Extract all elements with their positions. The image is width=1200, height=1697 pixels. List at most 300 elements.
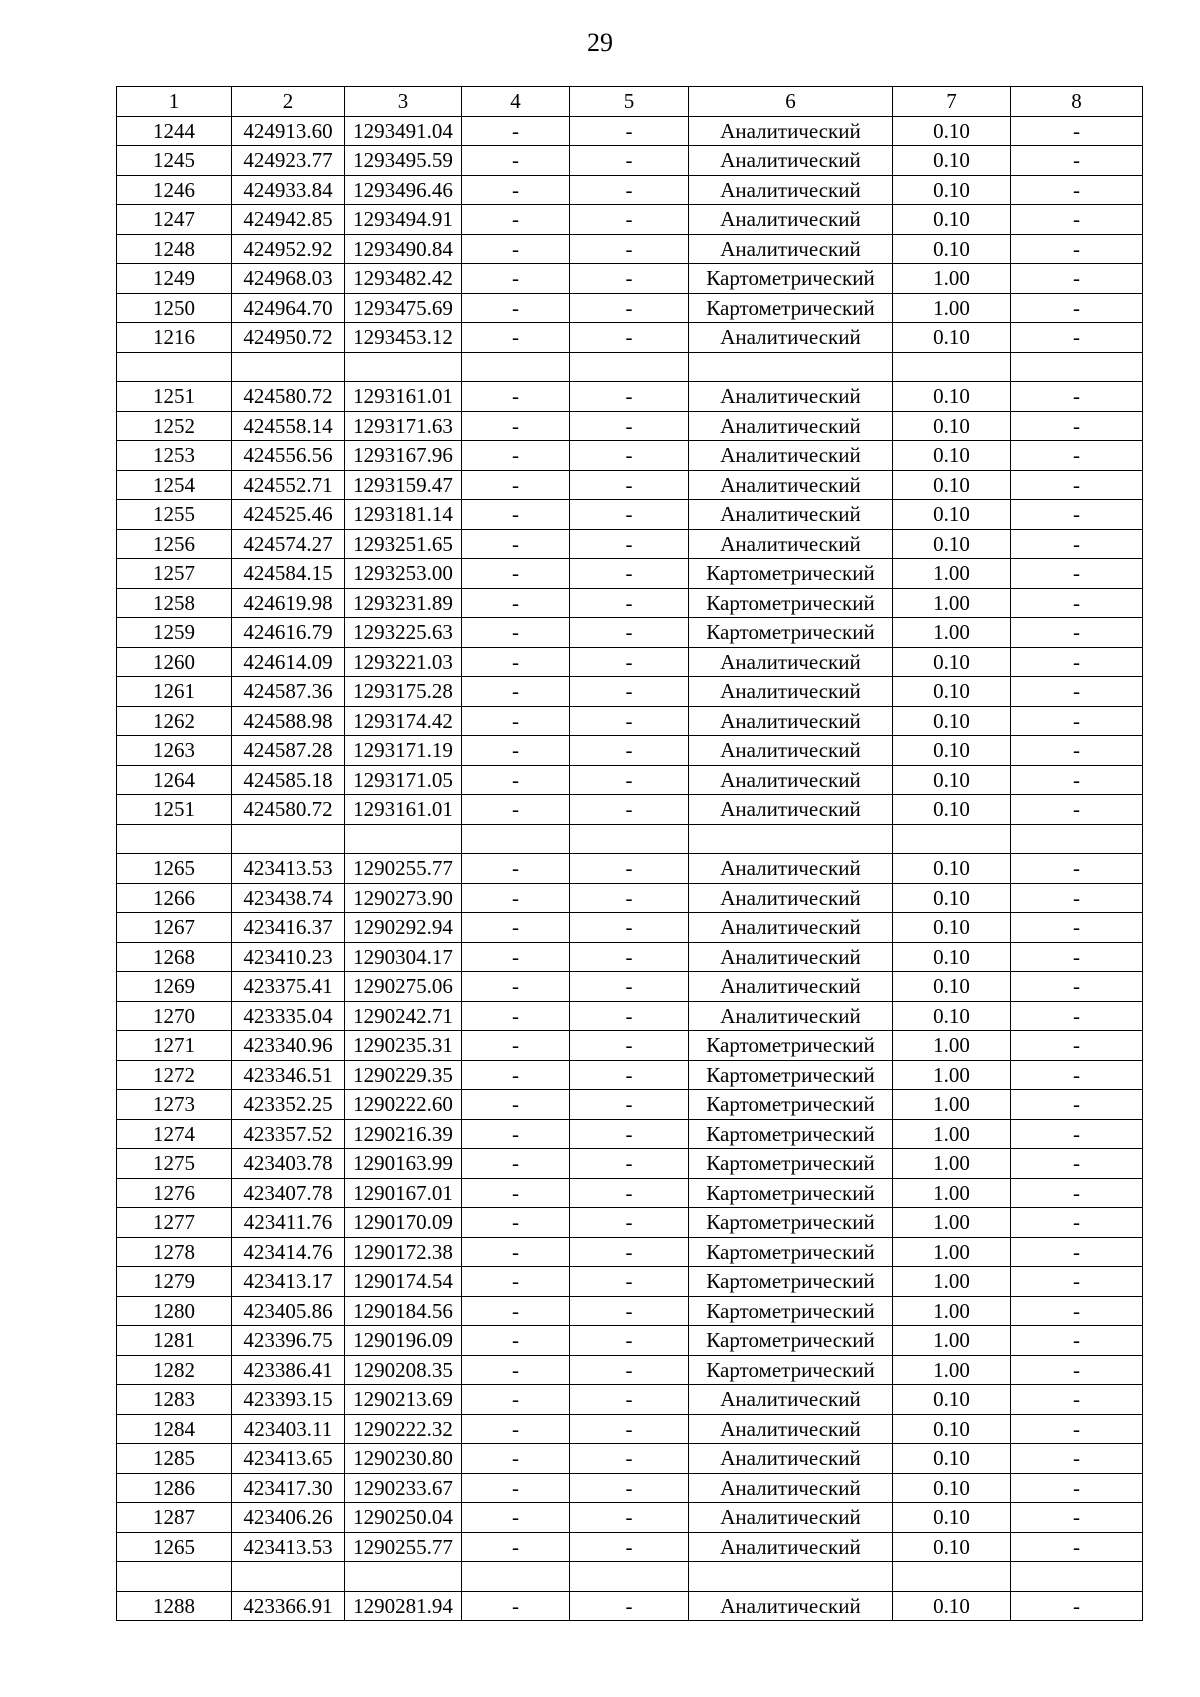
accuracy-cell: 0.10	[893, 1503, 1011, 1533]
point-number-cell: 1248	[117, 234, 232, 264]
accuracy-cell: 0.10	[893, 942, 1011, 972]
x-coordinate-cell: 423407.78	[232, 1178, 345, 1208]
method-cell: Картометрический	[689, 1178, 893, 1208]
col-5-cell: -	[570, 736, 689, 766]
col-5-cell: -	[570, 1503, 689, 1533]
accuracy-cell: 0.10	[893, 1385, 1011, 1415]
x-coordinate-cell: 423340.96	[232, 1031, 345, 1061]
col-5-cell: -	[570, 441, 689, 471]
col-8-cell: -	[1011, 1149, 1143, 1179]
y-coordinate-cell: 1290233.67	[345, 1473, 462, 1503]
col-5-cell: -	[570, 1385, 689, 1415]
col-5-cell: -	[570, 382, 689, 412]
method-cell: Аналитический	[689, 854, 893, 884]
accuracy-cell: 1.00	[893, 1355, 1011, 1385]
point-number-cell: 1283	[117, 1385, 232, 1415]
table-row	[117, 1267, 1143, 1297]
x-coordinate-cell: 423416.37	[232, 913, 345, 943]
x-coordinate-cell: 424580.72	[232, 382, 345, 412]
col-4-cell: -	[462, 500, 570, 530]
col-8-cell: -	[1011, 529, 1143, 559]
method-cell: Аналитический	[689, 1385, 893, 1415]
col-5-cell: -	[570, 559, 689, 589]
accuracy-cell: 0.10	[893, 1591, 1011, 1621]
method-cell: Аналитический	[689, 529, 893, 559]
method-cell: Аналитический	[689, 677, 893, 707]
method-cell: Аналитический	[689, 1503, 893, 1533]
point-number-cell	[117, 824, 232, 854]
col-4-cell: -	[462, 883, 570, 913]
accuracy-cell: 0.10	[893, 500, 1011, 530]
x-coordinate-cell: 424952.92	[232, 234, 345, 264]
y-coordinate-cell: 1290230.80	[345, 1444, 462, 1474]
method-cell: Аналитический	[689, 1444, 893, 1474]
col-5-cell: -	[570, 677, 689, 707]
point-number-cell: 1275	[117, 1149, 232, 1179]
method-cell	[689, 824, 893, 854]
y-coordinate-cell: 1293496.46	[345, 175, 462, 205]
col-8-cell: -	[1011, 1060, 1143, 1090]
y-coordinate-cell: 1293171.05	[345, 765, 462, 795]
col-8-cell: -	[1011, 1444, 1143, 1474]
accuracy-cell: 1.00	[893, 618, 1011, 648]
col-8-cell: -	[1011, 736, 1143, 766]
accuracy-cell: 0.10	[893, 116, 1011, 146]
accuracy-cell: 0.10	[893, 883, 1011, 913]
point-number-cell: 1252	[117, 411, 232, 441]
x-coordinate-cell: 424558.14	[232, 411, 345, 441]
col-5-cell: -	[570, 323, 689, 353]
point-number-cell: 1269	[117, 972, 232, 1002]
col-4-cell: -	[462, 1119, 570, 1149]
point-number-cell: 1288	[117, 1591, 232, 1621]
col-8-cell: -	[1011, 1001, 1143, 1031]
y-coordinate-cell: 1290163.99	[345, 1149, 462, 1179]
col-8-cell: -	[1011, 116, 1143, 146]
col-8-cell: -	[1011, 1178, 1143, 1208]
accuracy-cell: 1.00	[893, 293, 1011, 323]
point-number-cell: 1216	[117, 323, 232, 353]
col-8-cell: -	[1011, 706, 1143, 736]
col-4-cell: -	[462, 1326, 570, 1356]
method-cell: Картометрический	[689, 1119, 893, 1149]
table-row	[117, 795, 1143, 825]
coordinates-table	[116, 86, 1143, 1621]
col-4-cell: -	[462, 1355, 570, 1385]
x-coordinate-cell: 423413.53	[232, 1532, 345, 1562]
method-cell: Аналитический	[689, 323, 893, 353]
x-coordinate-cell: 424585.18	[232, 765, 345, 795]
point-number-cell: 1286	[117, 1473, 232, 1503]
accuracy-cell: 1.00	[893, 588, 1011, 618]
col-5-cell: -	[570, 529, 689, 559]
table-row	[117, 411, 1143, 441]
table-row	[117, 765, 1143, 795]
col-8-cell: -	[1011, 677, 1143, 707]
point-number-cell: 1271	[117, 1031, 232, 1061]
accuracy-cell: 0.10	[893, 1001, 1011, 1031]
column-header-1: 1	[117, 87, 232, 117]
method-cell: Аналитический	[689, 736, 893, 766]
x-coordinate-cell: 424587.36	[232, 677, 345, 707]
x-coordinate-cell: 424556.56	[232, 441, 345, 471]
col-5-cell: -	[570, 234, 689, 264]
x-coordinate-cell: 424580.72	[232, 795, 345, 825]
accuracy-cell: 1.00	[893, 1326, 1011, 1356]
x-coordinate-cell: 423410.23	[232, 942, 345, 972]
col-5-cell: -	[570, 854, 689, 884]
method-cell: Аналитический	[689, 972, 893, 1002]
y-coordinate-cell: 1293174.42	[345, 706, 462, 736]
point-number-cell: 1250	[117, 293, 232, 323]
accuracy-cell: 0.10	[893, 677, 1011, 707]
col-4-cell: -	[462, 470, 570, 500]
col-5-cell: -	[570, 1208, 689, 1238]
accuracy-cell: 0.10	[893, 175, 1011, 205]
point-number-cell: 1268	[117, 942, 232, 972]
col-5-cell: -	[570, 706, 689, 736]
col-8-cell	[1011, 352, 1143, 382]
accuracy-cell: 0.10	[893, 441, 1011, 471]
accuracy-cell	[893, 352, 1011, 382]
table-row	[117, 323, 1143, 353]
col-8-cell: -	[1011, 1414, 1143, 1444]
point-number-cell: 1266	[117, 883, 232, 913]
method-cell: Картометрический	[689, 1296, 893, 1326]
col-8-cell: -	[1011, 1031, 1143, 1061]
y-coordinate-cell: 1290174.54	[345, 1267, 462, 1297]
accuracy-cell: 1.00	[893, 1208, 1011, 1238]
table-row	[117, 1385, 1143, 1415]
col-4-cell: -	[462, 706, 570, 736]
col-4-cell: -	[462, 175, 570, 205]
point-number-cell: 1261	[117, 677, 232, 707]
col-5-cell: -	[570, 883, 689, 913]
col-5-cell: -	[570, 1591, 689, 1621]
col-5-cell: -	[570, 1031, 689, 1061]
col-5-cell: -	[570, 264, 689, 294]
table-row	[117, 1060, 1143, 1090]
point-number-cell: 1255	[117, 500, 232, 530]
col-4-cell: -	[462, 441, 570, 471]
y-coordinate-cell: 1290208.35	[345, 1355, 462, 1385]
col-5-cell: -	[570, 1355, 689, 1385]
y-coordinate-cell: 1290167.01	[345, 1178, 462, 1208]
point-number-cell: 1257	[117, 559, 232, 589]
y-coordinate-cell: 1293167.96	[345, 441, 462, 471]
accuracy-cell	[893, 1562, 1011, 1592]
method-cell	[689, 352, 893, 382]
table-row	[117, 588, 1143, 618]
table-row	[117, 854, 1143, 884]
method-cell: Аналитический	[689, 1473, 893, 1503]
point-number-cell: 1277	[117, 1208, 232, 1238]
y-coordinate-cell: 1293253.00	[345, 559, 462, 589]
col-4-cell: -	[462, 972, 570, 1002]
col-4-cell: -	[462, 1090, 570, 1120]
point-number-cell: 1245	[117, 146, 232, 176]
accuracy-cell: 0.10	[893, 411, 1011, 441]
method-cell: Аналитический	[689, 706, 893, 736]
accuracy-cell: 0.10	[893, 382, 1011, 412]
y-coordinate-cell: 1290196.09	[345, 1326, 462, 1356]
point-number-cell: 1249	[117, 264, 232, 294]
x-coordinate-cell: 423413.65	[232, 1444, 345, 1474]
table-row	[117, 647, 1143, 677]
point-number-cell: 1246	[117, 175, 232, 205]
col-4-cell: -	[462, 529, 570, 559]
y-coordinate-cell: 1293221.03	[345, 647, 462, 677]
col-8-cell: -	[1011, 588, 1143, 618]
y-coordinate-cell: 1290255.77	[345, 1532, 462, 1562]
col-4-cell: -	[462, 1503, 570, 1533]
col-8-cell: -	[1011, 972, 1143, 1002]
y-coordinate-cell: 1293171.19	[345, 736, 462, 766]
col-4-cell: -	[462, 765, 570, 795]
column-header-2: 2	[232, 87, 345, 117]
col-4-cell: -	[462, 942, 570, 972]
col-4-cell: -	[462, 913, 570, 943]
method-cell: Аналитический	[689, 942, 893, 972]
y-coordinate-cell: 1290222.60	[345, 1090, 462, 1120]
y-coordinate-cell: 1293175.28	[345, 677, 462, 707]
col-4-cell: -	[462, 1296, 570, 1326]
table-row	[117, 529, 1143, 559]
col-8-cell: -	[1011, 942, 1143, 972]
point-number-cell: 1244	[117, 116, 232, 146]
col-5-cell: -	[570, 795, 689, 825]
col-5-cell: -	[570, 1414, 689, 1444]
accuracy-cell: 1.00	[893, 264, 1011, 294]
table-header-row	[117, 87, 1143, 117]
x-coordinate-cell: 424933.84	[232, 175, 345, 205]
x-coordinate-cell: 423386.41	[232, 1355, 345, 1385]
col-8-cell: -	[1011, 441, 1143, 471]
y-coordinate-cell: 1293475.69	[345, 293, 462, 323]
col-8-cell: -	[1011, 1237, 1143, 1267]
table-row	[117, 1001, 1143, 1031]
col-5-cell: -	[570, 146, 689, 176]
accuracy-cell: 1.00	[893, 1149, 1011, 1179]
y-coordinate-cell: 1293231.89	[345, 588, 462, 618]
col-5-cell: -	[570, 411, 689, 441]
col-4-cell: -	[462, 1414, 570, 1444]
col-4-cell: -	[462, 146, 570, 176]
accuracy-cell: 1.00	[893, 1237, 1011, 1267]
table-row	[117, 1119, 1143, 1149]
table-row	[117, 883, 1143, 913]
x-coordinate-cell	[232, 824, 345, 854]
point-number-cell: 1251	[117, 795, 232, 825]
point-number-cell: 1274	[117, 1119, 232, 1149]
point-number-cell: 1265	[117, 1532, 232, 1562]
method-cell: Аналитический	[689, 913, 893, 943]
col-8-cell: -	[1011, 264, 1143, 294]
y-coordinate-cell: 1293161.01	[345, 795, 462, 825]
accuracy-cell: 0.10	[893, 1414, 1011, 1444]
col-8-cell: -	[1011, 795, 1143, 825]
col-8-cell	[1011, 1562, 1143, 1592]
point-number-cell: 1267	[117, 913, 232, 943]
y-coordinate-cell: 1290304.17	[345, 942, 462, 972]
method-cell: Картометрический	[689, 588, 893, 618]
accuracy-cell: 0.10	[893, 706, 1011, 736]
x-coordinate-cell: 423366.91	[232, 1591, 345, 1621]
method-cell: Картометрический	[689, 1149, 893, 1179]
accuracy-cell: 0.10	[893, 795, 1011, 825]
x-coordinate-cell: 423403.78	[232, 1149, 345, 1179]
table-body	[117, 116, 1143, 1621]
y-coordinate-cell: 1290172.38	[345, 1237, 462, 1267]
x-coordinate-cell: 423438.74	[232, 883, 345, 913]
point-number-cell: 1258	[117, 588, 232, 618]
col-5-cell: -	[570, 647, 689, 677]
point-number-cell	[117, 1562, 232, 1592]
col-4-cell: -	[462, 1178, 570, 1208]
x-coordinate-cell: 423413.53	[232, 854, 345, 884]
y-coordinate-cell: 1290216.39	[345, 1119, 462, 1149]
table-row	[117, 1562, 1143, 1592]
table-row	[117, 942, 1143, 972]
method-cell: Аналитический	[689, 146, 893, 176]
y-coordinate-cell: 1293161.01	[345, 382, 462, 412]
accuracy-cell: 1.00	[893, 1031, 1011, 1061]
x-coordinate-cell: 424574.27	[232, 529, 345, 559]
col-4-cell: -	[462, 293, 570, 323]
col-4-cell	[462, 824, 570, 854]
col-5-cell: -	[570, 470, 689, 500]
col-4-cell: -	[462, 1060, 570, 1090]
col-5-cell	[570, 1562, 689, 1592]
method-cell: Картометрический	[689, 1355, 893, 1385]
table-row	[117, 116, 1143, 146]
point-number-cell: 1272	[117, 1060, 232, 1090]
col-8-cell: -	[1011, 854, 1143, 884]
col-8-cell: -	[1011, 323, 1143, 353]
method-cell: Аналитический	[689, 647, 893, 677]
col-4-cell: -	[462, 1237, 570, 1267]
x-coordinate-cell: 423352.25	[232, 1090, 345, 1120]
col-4-cell: -	[462, 234, 570, 264]
method-cell: Аналитический	[689, 1414, 893, 1444]
col-8-cell: -	[1011, 500, 1143, 530]
y-coordinate-cell: 1290222.32	[345, 1414, 462, 1444]
method-cell: Аналитический	[689, 116, 893, 146]
method-cell: Аналитический	[689, 500, 893, 530]
col-4-cell: -	[462, 854, 570, 884]
col-8-cell: -	[1011, 1326, 1143, 1356]
table-row	[117, 824, 1143, 854]
accuracy-cell: 0.10	[893, 765, 1011, 795]
table-row	[117, 500, 1143, 530]
x-coordinate-cell: 424525.46	[232, 500, 345, 530]
col-5-cell: -	[570, 765, 689, 795]
table-row	[117, 1031, 1143, 1061]
x-coordinate-cell: 424964.70	[232, 293, 345, 323]
x-coordinate-cell: 423405.86	[232, 1296, 345, 1326]
col-5-cell: -	[570, 1267, 689, 1297]
point-number-cell: 1260	[117, 647, 232, 677]
col-5-cell: -	[570, 1178, 689, 1208]
x-coordinate-cell: 423357.52	[232, 1119, 345, 1149]
y-coordinate-cell: 1293453.12	[345, 323, 462, 353]
table-row	[117, 441, 1143, 471]
col-5-cell: -	[570, 1119, 689, 1149]
col-4-cell: -	[462, 559, 570, 589]
y-coordinate-cell: 1290281.94	[345, 1591, 462, 1621]
col-5-cell: -	[570, 1237, 689, 1267]
column-header-3: 3	[345, 87, 462, 117]
col-8-cell: -	[1011, 1591, 1143, 1621]
table-row	[117, 1591, 1143, 1621]
x-coordinate-cell: 423375.41	[232, 972, 345, 1002]
y-coordinate-cell: 1290242.71	[345, 1001, 462, 1031]
table-row	[117, 470, 1143, 500]
x-coordinate-cell: 424552.71	[232, 470, 345, 500]
col-5-cell: -	[570, 1532, 689, 1562]
col-8-cell: -	[1011, 1385, 1143, 1415]
col-8-cell: -	[1011, 1532, 1143, 1562]
col-8-cell: -	[1011, 1473, 1143, 1503]
x-coordinate-cell: 423393.15	[232, 1385, 345, 1415]
y-coordinate-cell: 1293490.84	[345, 234, 462, 264]
y-coordinate-cell: 1290229.35	[345, 1060, 462, 1090]
y-coordinate-cell: 1293171.63	[345, 411, 462, 441]
table-row	[117, 234, 1143, 264]
table-row	[117, 205, 1143, 235]
x-coordinate-cell: 423411.76	[232, 1208, 345, 1238]
col-8-cell: -	[1011, 382, 1143, 412]
col-8-cell: -	[1011, 1090, 1143, 1120]
column-header-4: 4	[462, 87, 570, 117]
table-row	[117, 146, 1143, 176]
accuracy-cell: 0.10	[893, 1532, 1011, 1562]
accuracy-cell: 1.00	[893, 559, 1011, 589]
col-8-cell: -	[1011, 1503, 1143, 1533]
col-8-cell: -	[1011, 234, 1143, 264]
accuracy-cell: 0.10	[893, 234, 1011, 264]
x-coordinate-cell: 423396.75	[232, 1326, 345, 1356]
col-8-cell: -	[1011, 1296, 1143, 1326]
table-row	[117, 618, 1143, 648]
accuracy-cell: 1.00	[893, 1090, 1011, 1120]
y-coordinate-cell: 1290292.94	[345, 913, 462, 943]
method-cell: Аналитический	[689, 234, 893, 264]
accuracy-cell: 0.10	[893, 1444, 1011, 1474]
col-4-cell	[462, 1562, 570, 1592]
table-row	[117, 1414, 1143, 1444]
col-8-cell: -	[1011, 883, 1143, 913]
y-coordinate-cell: 1293482.42	[345, 264, 462, 294]
method-cell: Картометрический	[689, 1090, 893, 1120]
x-coordinate-cell: 424616.79	[232, 618, 345, 648]
point-number-cell: 1279	[117, 1267, 232, 1297]
point-number-cell: 1273	[117, 1090, 232, 1120]
x-coordinate-cell: 423406.26	[232, 1503, 345, 1533]
accuracy-cell: 1.00	[893, 1267, 1011, 1297]
col-4-cell: -	[462, 1532, 570, 1562]
col-4-cell: -	[462, 382, 570, 412]
x-coordinate-cell	[232, 1562, 345, 1592]
col-5-cell	[570, 352, 689, 382]
col-5-cell: -	[570, 972, 689, 1002]
method-cell: Аналитический	[689, 1591, 893, 1621]
point-number-cell: 1270	[117, 1001, 232, 1031]
table-row	[117, 736, 1143, 766]
table-row	[117, 293, 1143, 323]
point-number-cell	[117, 352, 232, 382]
col-4-cell	[462, 352, 570, 382]
